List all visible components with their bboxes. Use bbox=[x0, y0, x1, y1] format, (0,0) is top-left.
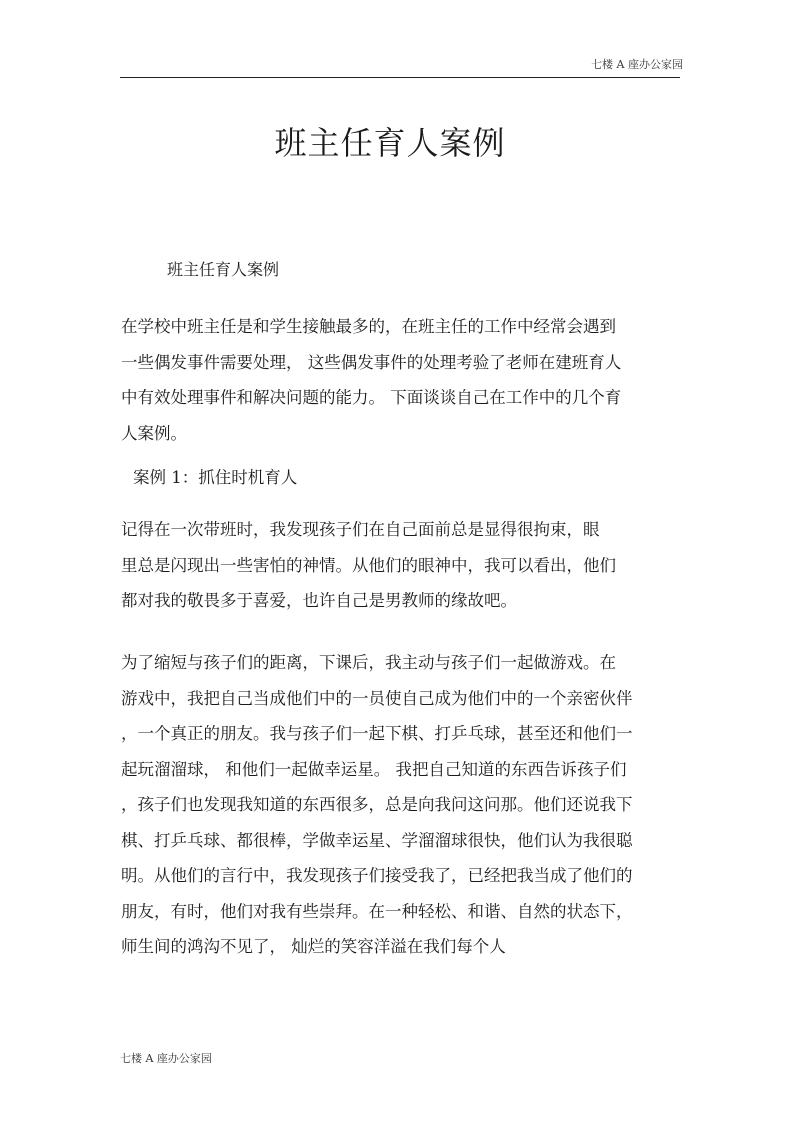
document-title: 班主任育人案例 bbox=[274, 124, 506, 162]
text-line: 中有效处理事件和解决问题的能力。 下面谈谈自己在工作中的几个育 bbox=[121, 388, 622, 407]
text-line: 人案例。 bbox=[121, 423, 187, 443]
text-line: 记得在一次带班时，我发现孩子们在自己面前总是显得很拘束，眼 bbox=[121, 520, 600, 539]
text-line: 师生间的鸿沟不见了， 灿烂的笑容洋溢在我们每个人 bbox=[121, 937, 506, 956]
text-line: 一些偶发事件需要处理， 这些偶发事件的处理考验了老师在建班育人 bbox=[121, 352, 622, 372]
text-line: 游戏中，我把自己当成他们中的一员使自己成为他们中的一个亲密伙伴 bbox=[121, 688, 633, 708]
document-subtitle: 班主任育人案例 bbox=[167, 260, 280, 279]
intro-paragraph bbox=[121, 309, 671, 451]
text-line: 在学校中班主任是和学生接触最多的，在班主任的工作中经常会遇到 bbox=[121, 317, 616, 336]
case1-paragraph-1 bbox=[121, 512, 671, 619]
text-line: 朋友，有时，他们对我有些崇拜。在一种轻松、和谐、自然的状态下， bbox=[121, 901, 633, 921]
text-line: 棋、打乒乓球、都很棒，学做幸运星、学溜溜球很快，他们认为我很聪 bbox=[121, 830, 633, 850]
text-line: 明。从他们的言行中，我发现孩子们接受我了，已经把我当成了他们的 bbox=[121, 866, 633, 885]
case-heading: 案例 1：抓住时机育人 bbox=[133, 468, 298, 487]
text-line: 都对我的敬畏多于喜爱，也许自己是男教师的缘故吧。 bbox=[121, 591, 517, 610]
page-header-text: 七楼 A 座办公家园 bbox=[591, 58, 683, 71]
header-divider bbox=[120, 77, 680, 78]
text-line: 里总是闪现出一些害怕的神情。从他们的眼神中，我可以看出，他们 bbox=[121, 555, 616, 575]
text-line: ，孩子们也发现我知道的东西很多，总是向我问这问那。他们还说我下 bbox=[121, 795, 633, 814]
text-line: 为了缩短与孩子们的距离，下课后，我主动与孩子们一起做游戏。在 bbox=[121, 653, 616, 672]
text-line: ，一个真正的朋友。我与孩子们一起下棋、打乒乓球，甚至还和他们一 bbox=[121, 724, 633, 743]
page-footer-text: 七楼 A 座办公家园 bbox=[120, 1052, 212, 1065]
text-line: 起玩溜溜球， 和他们一起做幸运星。 我把自己知道的东西告诉孩子们 bbox=[121, 759, 627, 779]
case1-paragraph-2 bbox=[121, 645, 671, 965]
